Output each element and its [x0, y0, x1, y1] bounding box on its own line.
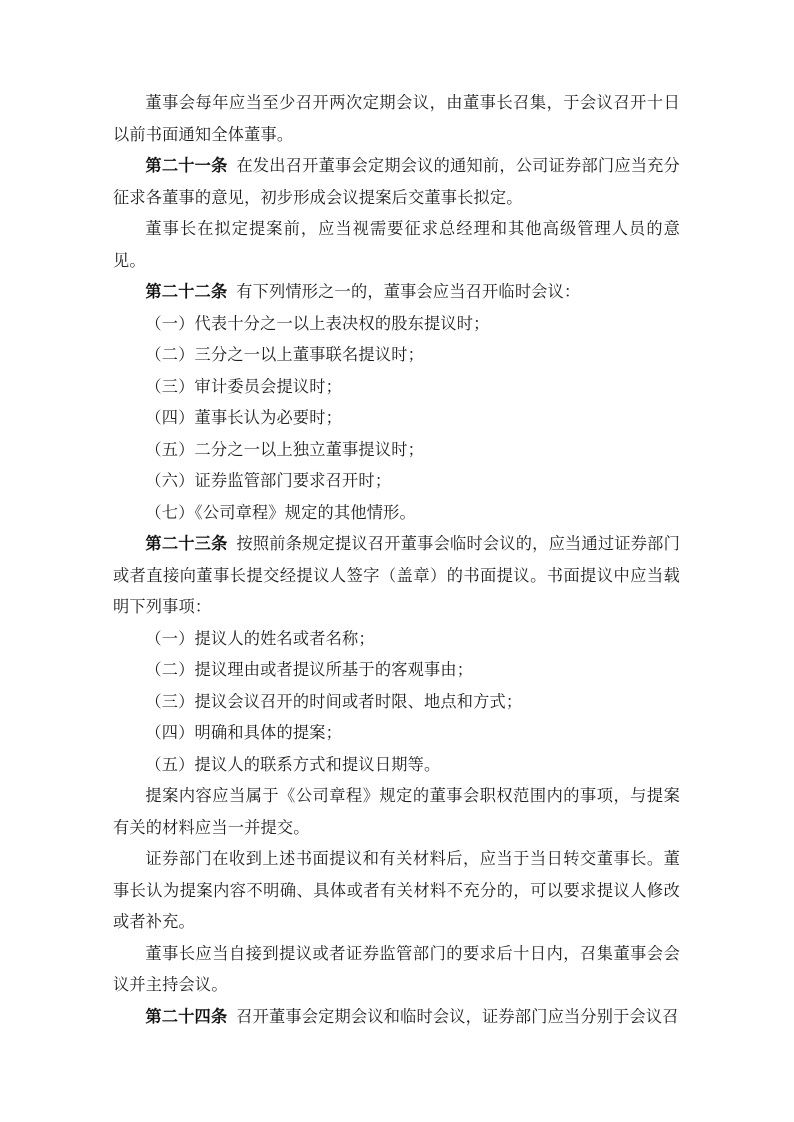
- paragraph: （五）二分之一以上独立董事提议时；: [145, 440, 424, 459]
- paragraph: （二）三分之一以上董事联名提议时；: [145, 346, 424, 364]
- paragraph: （五）提议人的联系方式和提议日期等。: [145, 755, 441, 774]
- article-paragraph: 第二十二条 有下列情形之一的，董事会应当召开临时会议：: [145, 283, 581, 301]
- article-number: 第二十四条: [145, 1007, 228, 1026]
- article-paragraph: 第二十一条 在发出召开董事会定期会议的通知前，公司证券部门应当充分征求各董事的意见，初步形成会议提案后交董事长拟定。: [113, 157, 681, 207]
- paragraph: （七）《公司章程》规定的其他情形。: [145, 503, 416, 522]
- article-number: 第二十一条: [145, 157, 228, 175]
- paragraph: （二）提议理由或者提议所基于的客观事由；: [145, 661, 474, 679]
- paragraph: 董事长应当自接到提议或者证券监管部门的要求后十日内，召集董事会会议并主持会议。: [113, 944, 680, 994]
- paragraph: 董事会每年应当至少召开两次定期会议，由董事长召集，于会议召开十日以前书面通知全体董事。: [113, 94, 680, 144]
- paragraph: 证券部门在收到上述书面提议和有关材料后，应当于当日转交董事长。董事长认为提案内容不明确、具体或者有关材料不充分的，可以要求提议人修改或者补充。: [113, 850, 680, 931]
- paragraph: （一）代表十分之一以上表决权的股东提议时；: [145, 314, 490, 333]
- paragraph: 提案内容应当属于《公司章程》规定的董事会职权范围内的事项，与提案有关的材料应当一并提交。: [113, 787, 680, 837]
- paragraph: 董事长在拟定提案前，应当视需要征求总经理和其他高级管理人员的意见。: [113, 220, 680, 270]
- article-paragraph: 第二十三条 按照前条规定提议召开董事会临时会议的，应当通过证券部门或者直接向董事长提交经提议人签字（盖章）的书面提议。书面提议中应当载明下列事项：: [113, 535, 681, 616]
- paragraph: （六）证券监管部门要求召开时；: [145, 472, 392, 490]
- paragraph: （三）审计委员会提议时；: [145, 377, 343, 396]
- article-number: 第二十三条: [145, 535, 228, 553]
- document-body: [113, 88, 680, 1033]
- paragraph: （四）董事长认为必要时；: [145, 409, 343, 427]
- paragraph: （四）明确和具体的提案；: [145, 724, 343, 742]
- article-number: 第二十二条: [145, 283, 228, 301]
- article-paragraph: 第二十四条 召开董事会定期会议和临时会议，证券部门应当分别于会议召: [145, 1007, 679, 1026]
- paragraph: （一）提议人的姓名或者名称；: [145, 629, 375, 648]
- paragraph: （三）提议会议召开的时间或者时限、地点和方式；: [145, 692, 523, 711]
